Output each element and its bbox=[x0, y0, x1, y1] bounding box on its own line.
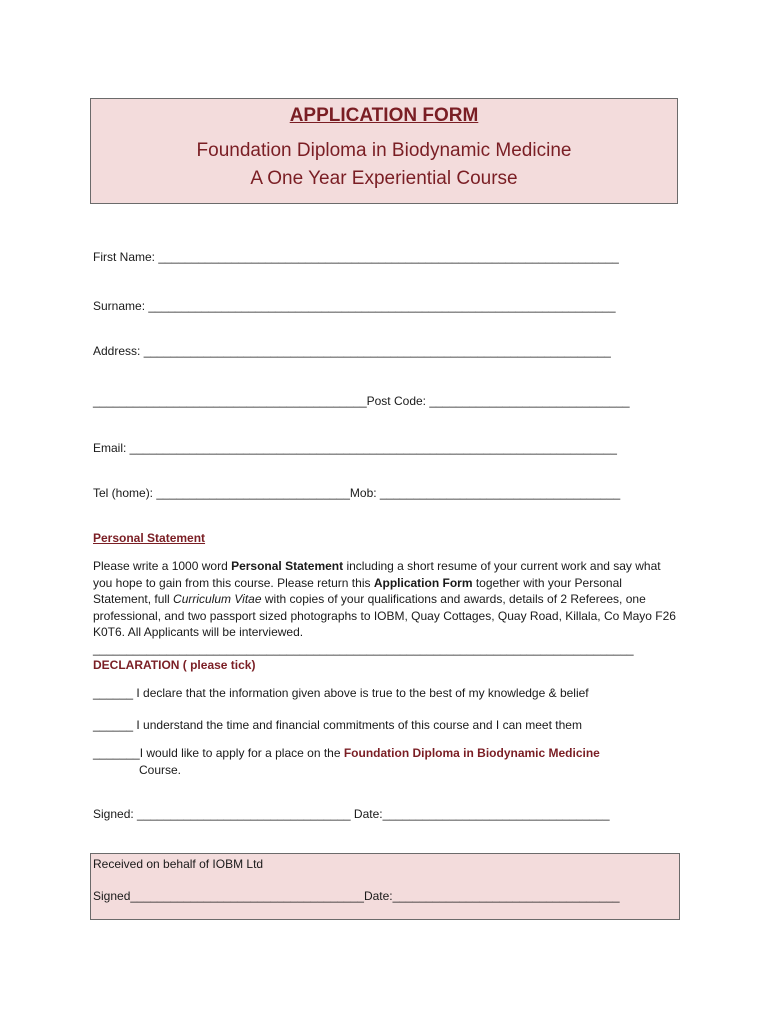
personal-statement-text: Please write a 1000 word Personal Statement including a short resume of your current work and say what you hope to gain from this course. Please return this Application Form together with your Personal Statement, full Curriculum Vitae with copies of your qualifications and awards, details of 2 Referees, one professional, and two passport sized photographs to IOBM, Quay Cottages, Quay Road, Killala, Co Mayo F26 K0T6. All Applicants will be interviewed. bbox=[93, 559, 676, 640]
first-name-field[interactable]: First Name: _____________________________________________________________________ bbox=[93, 250, 619, 264]
signed-date-field[interactable]: Signed: ________________________________ Date:__________________________________ bbox=[93, 807, 610, 821]
email-field[interactable]: Email: _________________________________________________________________________ bbox=[93, 441, 617, 455]
personal-statement-heading: Personal Statement bbox=[93, 531, 206, 545]
header-box bbox=[90, 98, 678, 204]
tel-mob-field[interactable]: Tel (home): _____________________________Mob: ____________________________________ bbox=[93, 486, 621, 500]
office-signed-date-field[interactable]: Signed___________________________________Date:__________________________________ bbox=[93, 889, 620, 903]
course-name: Foundation Diploma in Biodynamic Medicine bbox=[196, 140, 572, 161]
address-field[interactable]: Address: ______________________________________________________________________ bbox=[93, 344, 611, 358]
separator-line: _________________________________________________________________________________ bbox=[93, 642, 634, 656]
surname-field[interactable]: Surname: ______________________________________________________________________ bbox=[93, 299, 616, 313]
declaration-item-2[interactable]: ______ I understand the time and financial commitments of this course and I can meet them bbox=[93, 718, 582, 732]
office-use-box bbox=[90, 853, 680, 920]
declaration-item-1[interactable]: ______ I declare that the information given above is true to the best of my knowledge & belief bbox=[93, 686, 589, 700]
declaration-item-3-cont: Course. bbox=[139, 763, 182, 777]
declaration-item-3[interactable]: _______I would like to apply for a place on the Foundation Diploma in Biodynamic Medicine bbox=[93, 746, 600, 760]
declaration-heading: DECLARATION ( please tick) bbox=[93, 658, 256, 672]
course-subtitle: A One Year Experiential Course bbox=[250, 168, 518, 189]
postcode-field[interactable]: _________________________________________Post Code: ______________________________ bbox=[93, 394, 630, 408]
form-title: APPLICATION FORM bbox=[289, 105, 479, 126]
received-label: Received on behalf of IOBM Ltd bbox=[93, 857, 264, 871]
